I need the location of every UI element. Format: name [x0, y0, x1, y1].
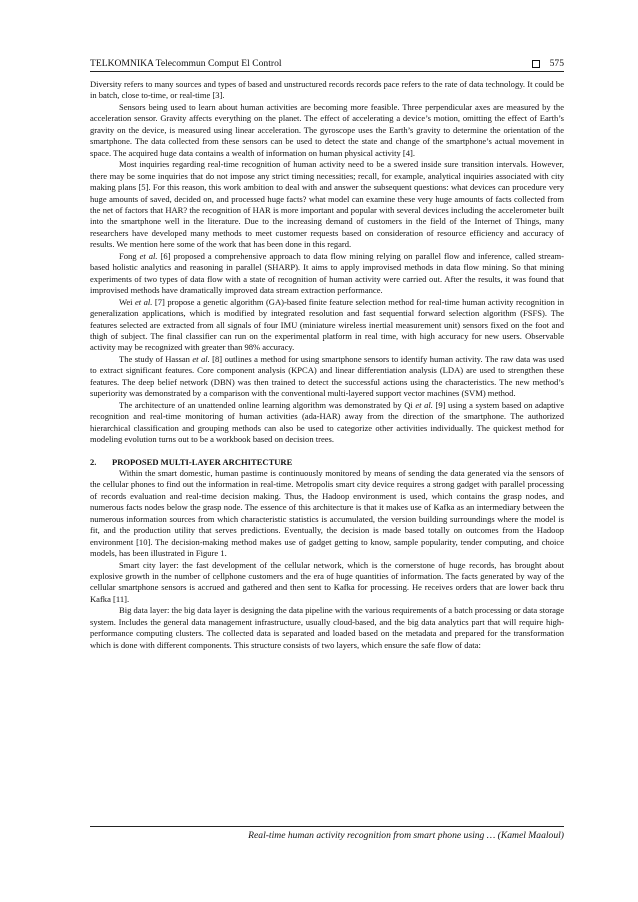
section-paragraphs — [90, 468, 564, 651]
introduction-paragraphs — [90, 79, 564, 446]
paragraph — [90, 560, 564, 606]
journal-name: TELKOMNIKA Telecommun Comput El Control — [90, 58, 282, 69]
paragraph — [90, 79, 564, 102]
paragraph-text: Most inquiries regarding real-time recognition of human activity need to be a swered inside sure transition intervals. However, there may be some inquiries that do not impose any strict timing necessities; recall, for example, analytical inquiries associated with city making plans [5]. For this reason, this work ambition to deal with and answer the subsequent questions: what devices can procedure very huge amounts of saved, decided on, and processed huge facts? what model can examine these very huge amounts of facts collected from the net of factors that HAR? the recognition of HAR is more important and popular with several devices including the accelerometer built into the smartphone well in the literature. Due to the increasing demand of customers in the field of the Internet of Things, many researchers have developed many methods to meet customer requests based on consideration of resource efficiency and accuracy of results. We mention here some of the work that has been done in this regard. — [90, 159, 564, 250]
paragraph-text: The study of Hassan — [119, 353, 193, 364]
paragraph-text: Diversity refers to many sources and types of based and unstructured records records pace refers to the rate of data technology. It could be in batch, close to-time, or real-time [3]. — [90, 79, 564, 101]
checkbox-square-icon — [532, 60, 540, 68]
paragraph — [90, 297, 564, 354]
paragraph-text: [8] outlines a method for using smartphone sensors to identify human activity. The raw data was used to extract significant features. Core component analysis (KPCA) and linear differentiation analysis (LDA) are used to strengthen these features. The deep belief network (DBN) was then trained to detect the successful actions using the characteristics. The new method’s superiority was demonstrated by a comparison with the conventional multi-layered support vector machines (SVM) method. — [90, 353, 564, 399]
paragraph — [90, 159, 564, 251]
paragraph-text: Sensors being used to learn about human activities are becoming more feasible. Three perpendicular axes are measured by the acceleration sensor. Gravity affects everything on the planet. The effect of accelerating a device’s motion, omitting the effect of Earth’s gravity on the device, is measured using linear acceleration. The gyroscope uses the Earth’s gravity to determine the orientation of the smartphone. The data collected from these sensors can be used to detect the state and change of the smartphone’s actual movement in space. The acquired huge data contains a wealth of information on human physical activity [4]. — [90, 101, 564, 158]
page-number: 575 — [549, 58, 564, 69]
running-title: Real-time human activity recognition from smart phone using … (Kamel Maaloul) — [248, 830, 564, 841]
paragraph-text: Smart city layer: the fast development of the cellular network, which is the cornerstone of huge records, has brought about explosive growth in the number of cellphone customers and the era of huge quantities of information. The facts generated by way of the cellular smartphone sensors is accrued and gathered and then sent to Kafka for processing. He receives orders that are lower back thru Kafka [11]. — [90, 559, 564, 604]
paragraph-text: Within the smart domestic, human pastime is continuously monitored by means of sending the data generated via the sensors of the cellular phones to find out the information in real-time. Metropolis smart city device requires a strong gadget with parallel processing of records evaluation and real-time decision making. Thus, the Hadoop environment is used, which contains the grasp nodes, and numerous facts nodes below the grasp node. The essence of this architecture is that it makes use of Kafka as an intermediary between the numerous information sources from which characteristic statistics is accumulated, the version building surroundings where the model is fit, and the production utility that serves predictions. Eventually, the decision is made based totally on outcomes from the Hadoop environment [10]. The decision-making method makes use of gadget getting to know, sample popularity, tender computing, and choice models, has been illustrated in Figure 1. — [90, 467, 564, 559]
citation-et-al: et al. — [135, 296, 153, 307]
paragraph — [90, 605, 564, 651]
paragraph-text: [9] using a system based on adaptive recognition and real-time monitoring of human activities (ada-HAR) away from the direction of the smartphone. The authorized hierarchical classification and grouping methods can also be used to categorize other activities individually. The quickest method for modeling evolution turns out to be a workbook based on decision trees. — [90, 399, 565, 445]
paragraph-text: Wei — [119, 296, 136, 307]
paragraph — [90, 468, 564, 560]
citation-et-al: et al. — [415, 399, 433, 410]
citation-et-al: et al. — [192, 353, 210, 364]
paragraph — [90, 102, 564, 159]
paragraph-text: [6] proposed a comprehensive approach to data flow mining relying on parallel flow and inference, called stream-based holistic analytics and reasoning in parallel (SHARP). It aims to apply improvised methods in data flow mining. So that mining experiments of two types of data flow with a state of recognition of human activity were carried out. After the results, it was found that improvised methods have dramatically improved data stream extraction performance. — [90, 250, 564, 296]
running-header — [90, 58, 564, 72]
header-right — [532, 58, 564, 69]
citation-et-al: et al. — [139, 250, 158, 261]
paragraph-text: Big data layer: the big data layer is designing the data pipeline with the various requirements of a batch processing or data storage system. Includes the general data management infrastructure, usually cloud-based, and the big data analytics part that will require high-performance computing clusters. The collected data is separated and loaded based on the metadata and prepared for the transformation which is done with different components. This structure consists of two layers, which ensure the safe flow of data: — [90, 605, 564, 650]
paragraph — [90, 354, 564, 400]
paragraph-text: The architecture of an unattended online learning algorithm was demonstrated by Qi — [119, 399, 416, 410]
section-heading — [90, 457, 564, 468]
paragraph-text: Fong — [119, 250, 140, 261]
paragraph — [90, 400, 564, 446]
paragraph — [90, 251, 564, 297]
paper-page — [90, 58, 564, 651]
paragraph-text: [7] propose a genetic algorithm (GA)-based finite feature selection method for real-time human activity recognition in generalization applications, which is modified by integrated resolution and fast sequential forward selection algorithm (FSFS). The features selected are extracted from all signals of four IMU (miniature wireless inertial measurement unit) sensors fixed on the foot and thigh of subject. The final classifier can run on the experimental platform in real time, with high accuracy for new users. Observable activity may be recognized with greater than 98% accuracy. — [90, 296, 564, 353]
section-number: 2. — [90, 456, 97, 467]
running-footer — [90, 826, 564, 841]
article-body — [90, 79, 564, 651]
section-title: PROPOSED MULTI-LAYER ARCHITECTURE — [112, 456, 293, 467]
